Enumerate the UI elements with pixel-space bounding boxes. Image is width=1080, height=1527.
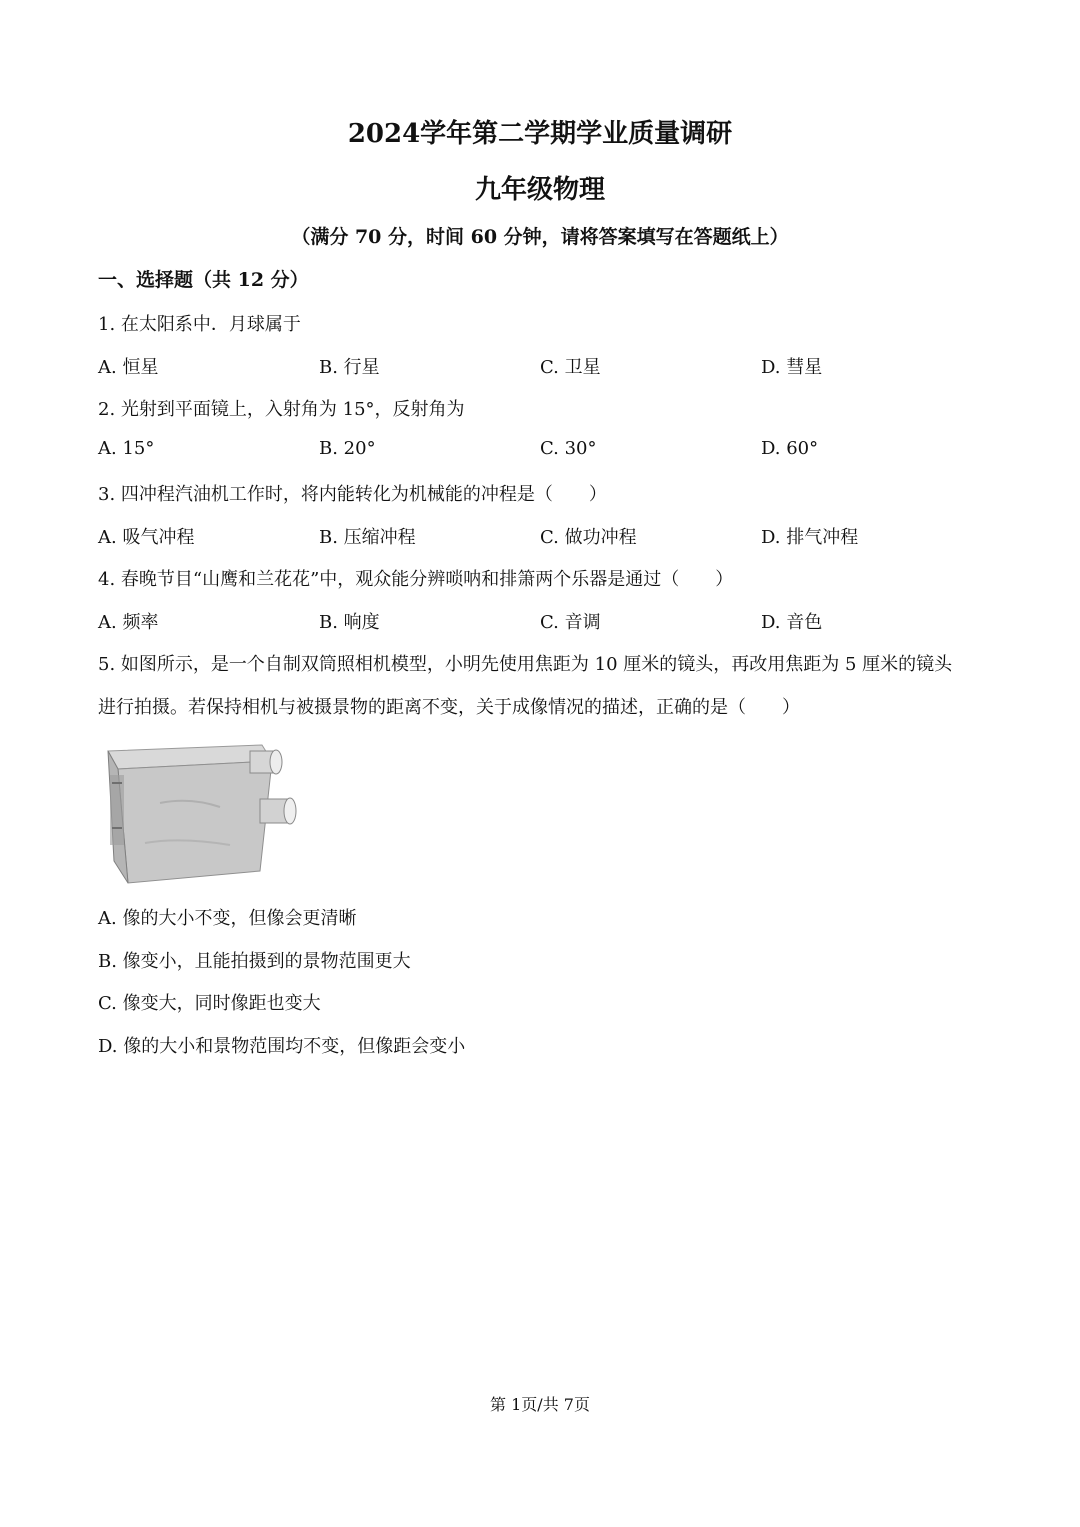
question-2: 2. 光射到平面镜上，入射角为 15°，反射角为 bbox=[98, 399, 465, 420]
question-5-option-c: C. 像变大，同时像距也变大 bbox=[98, 993, 321, 1014]
option-a: A. 15° bbox=[98, 438, 155, 459]
option-b: B. 20° bbox=[319, 438, 376, 459]
question-4: 4. 春晚节目“山鹰和兰花花”中，观众能分辨唢呐和排箫两个乐器是通过（ ） bbox=[98, 569, 734, 590]
option-b: B. 行星 bbox=[319, 357, 380, 378]
option-c: C. 30° bbox=[540, 438, 597, 459]
option-a: A. 吸气冲程 bbox=[98, 527, 195, 548]
question-5-option-d: D. 像的大小和景物范围均不变，但像距会变小 bbox=[98, 1036, 466, 1057]
question-3: 3. 四冲程汽油机工作时，将内能转化为机械能的冲程是（ ） bbox=[98, 484, 607, 505]
exam-note: （满分 70 分，时间 60 分钟，请将答案填写在答题纸上） bbox=[291, 226, 789, 248]
option-d: D. 音色 bbox=[761, 612, 823, 633]
option-c: C. 做功冲程 bbox=[540, 527, 637, 548]
camera-model-image bbox=[100, 733, 300, 888]
option-a: A. 恒星 bbox=[98, 357, 159, 378]
exam-title: 2024学年第二学期学业质量调研 bbox=[347, 119, 733, 149]
question-2-options bbox=[98, 438, 998, 464]
camera-model-figure bbox=[100, 733, 300, 888]
option-d: D. 排气冲程 bbox=[761, 527, 859, 548]
question-5-line-2: 进行拍摄。若保持相机与被摄景物的距离不变，关于成像情况的描述，正确的是（ ） bbox=[98, 697, 800, 718]
option-d: D. 60° bbox=[761, 438, 819, 459]
question-1: 1. 在太阳系中．月球属于 bbox=[98, 314, 301, 335]
question-1-options bbox=[98, 353, 998, 379]
question-3-options bbox=[98, 523, 998, 549]
option-c: C. 音调 bbox=[540, 612, 601, 633]
question-4-options bbox=[98, 608, 998, 634]
option-c: C. 卫星 bbox=[540, 357, 601, 378]
question-5-line-1: 5. 如图所示，是一个自制双筒照相机模型，小明先使用焦距为 10 厘米的镜头，再改用焦距为 5 厘米的镜头 bbox=[98, 654, 953, 675]
question-5-option-a: A. 像的大小不变，但像会更清晰 bbox=[98, 908, 357, 929]
option-b: B. 压缩冲程 bbox=[319, 527, 416, 548]
exam-subtitle: 九年级物理 bbox=[474, 175, 605, 205]
option-b: B. 响度 bbox=[319, 612, 380, 633]
question-5-option-b: B. 像变小，且能拍摄到的景物范围更大 bbox=[98, 951, 411, 972]
section-title: 一、选择题（共 12 分） bbox=[98, 269, 309, 291]
option-d: D. 彗星 bbox=[761, 357, 823, 378]
page-number: 第 1页/共 7页 bbox=[490, 1395, 590, 1414]
option-a: A. 频率 bbox=[98, 612, 159, 633]
